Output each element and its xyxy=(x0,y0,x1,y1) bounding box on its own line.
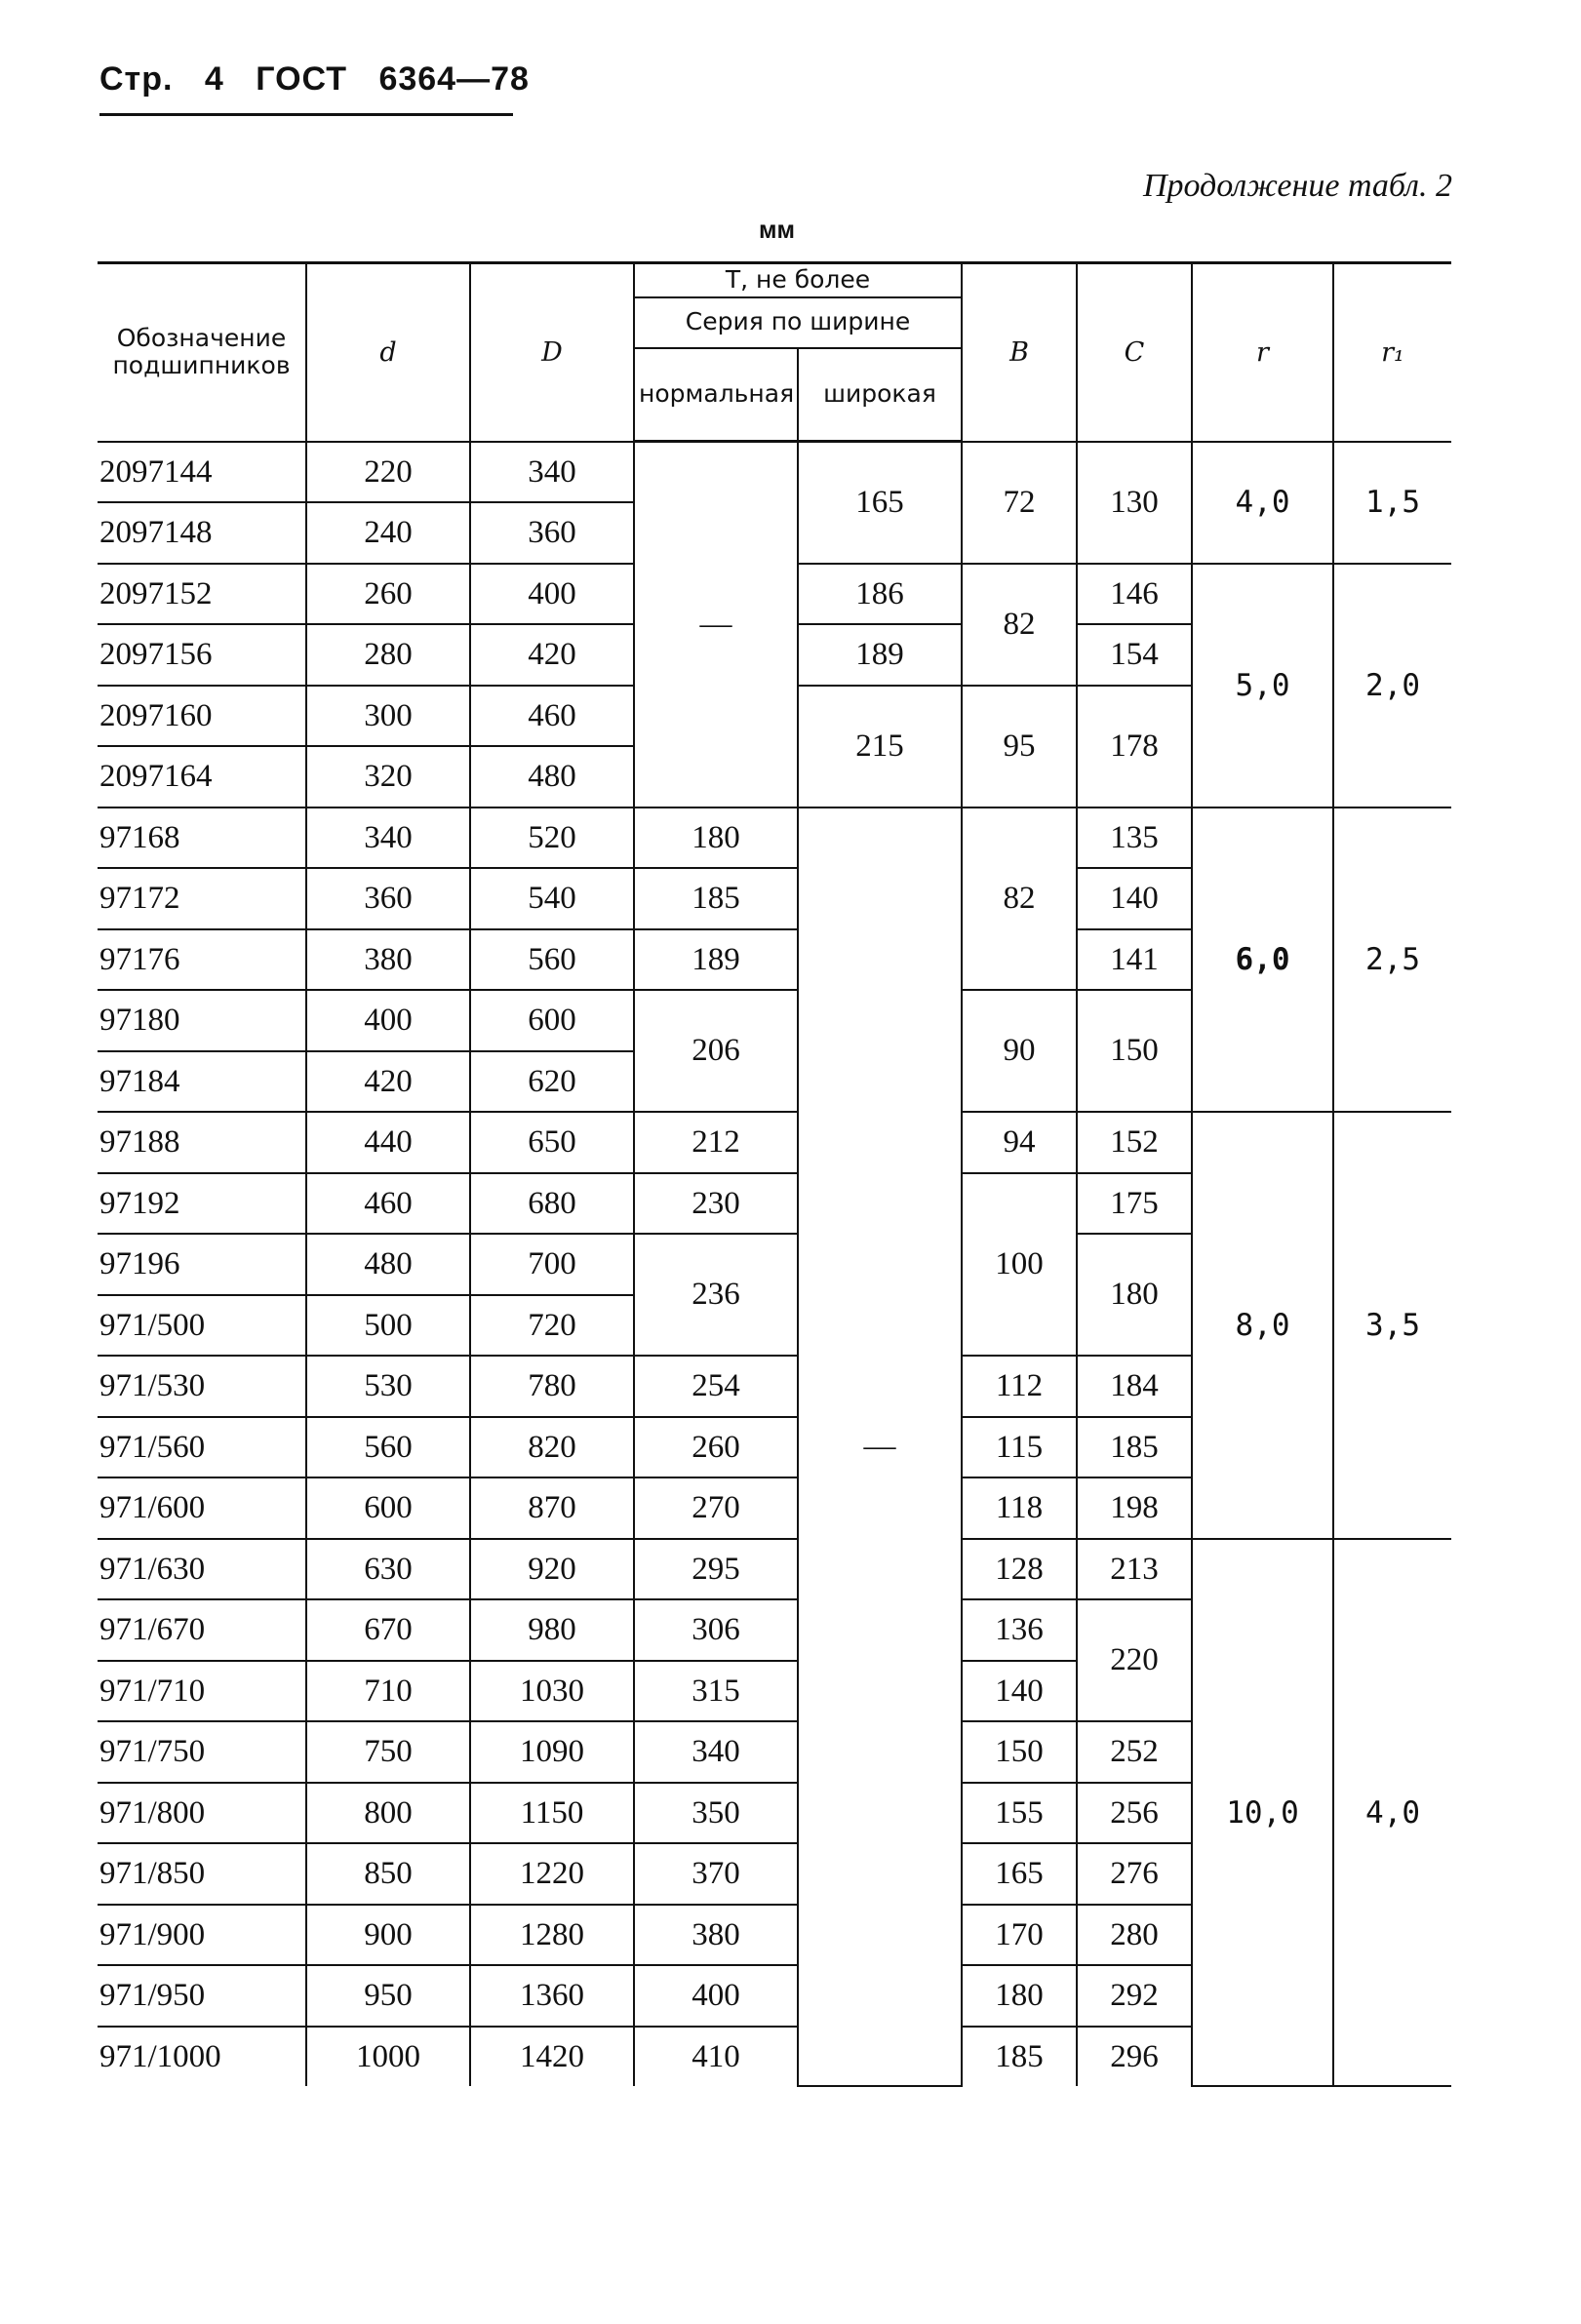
cell-designation: 971/710 xyxy=(98,1661,306,1722)
cell-r1: 2,0 xyxy=(1333,564,1451,807)
cell-designation: 971/750 xyxy=(98,1721,306,1783)
cell-B: 155 xyxy=(962,1783,1077,1844)
cell-designation: 971/630 xyxy=(98,1539,306,1600)
header-wide: широкая xyxy=(798,348,962,442)
cell-t-wide: 215 xyxy=(798,686,962,807)
cell-D: 700 xyxy=(470,1234,634,1295)
cell-d: 260 xyxy=(306,564,470,625)
cell-B: 170 xyxy=(962,1905,1077,1966)
cell-D: 1420 xyxy=(470,2027,634,2087)
cell-designation: 971/850 xyxy=(98,1843,306,1905)
cell-designation: 971/1000 xyxy=(98,2027,306,2087)
cell-D: 360 xyxy=(470,502,634,564)
table-continuation-caption: Продолжение табл. 2 xyxy=(1142,168,1452,204)
header-designation: Обозначение подшипников xyxy=(98,263,306,442)
cell-B: 72 xyxy=(962,442,1077,564)
cell-C: 213 xyxy=(1077,1539,1192,1600)
page-header xyxy=(99,60,551,98)
cell-r: 5,0 xyxy=(1192,564,1333,807)
page-number: 4 xyxy=(204,60,224,98)
cell-t-normal: 212 xyxy=(634,1112,798,1173)
header-d: d xyxy=(306,263,470,442)
cell-C: 154 xyxy=(1077,624,1192,686)
cell-D: 340 xyxy=(470,442,634,503)
cell-D: 1030 xyxy=(470,1661,634,1722)
cell-B: 94 xyxy=(962,1112,1077,1173)
cell-B: 136 xyxy=(962,1599,1077,1661)
cell-t-normal: 400 xyxy=(634,1965,798,2027)
cell-r: 6,0 xyxy=(1192,807,1333,1113)
cell-designation: 2097156 xyxy=(98,624,306,686)
cell-r: 4,0 xyxy=(1192,442,1333,564)
cell-designation: 2097144 xyxy=(98,442,306,503)
cell-designation: 97188 xyxy=(98,1112,306,1173)
header-C: C xyxy=(1077,263,1192,442)
cell-t-normal: 350 xyxy=(634,1783,798,1844)
cell-designation: 97184 xyxy=(98,1051,306,1113)
cell-C: 276 xyxy=(1077,1843,1192,1905)
cell-t-normal: 185 xyxy=(634,868,798,929)
cell-r1: 1,5 xyxy=(1333,442,1451,564)
header-D: D xyxy=(470,263,634,442)
cell-B: 100 xyxy=(962,1173,1077,1357)
cell-C: 175 xyxy=(1077,1173,1192,1235)
page-label: Стр. xyxy=(99,60,174,98)
cell-d: 480 xyxy=(306,1234,470,1295)
header-r1: r₁ xyxy=(1333,263,1451,442)
cell-d: 710 xyxy=(306,1661,470,1722)
cell-t-normal: 306 xyxy=(634,1599,798,1661)
cell-D: 540 xyxy=(470,868,634,929)
cell-C: 220 xyxy=(1077,1599,1192,1721)
cell-t-normal: 260 xyxy=(634,1417,798,1478)
cell-designation: 971/600 xyxy=(98,1477,306,1539)
cell-d: 420 xyxy=(306,1051,470,1113)
cell-d: 560 xyxy=(306,1417,470,1478)
cell-C: 146 xyxy=(1077,564,1192,625)
cell-t-normal: — xyxy=(634,442,798,807)
cell-D: 520 xyxy=(470,807,634,869)
cell-B: 95 xyxy=(962,686,1077,807)
cell-designation: 97196 xyxy=(98,1234,306,1295)
cell-D: 1280 xyxy=(470,1905,634,1966)
cell-t-normal: 410 xyxy=(634,2027,798,2087)
cell-D: 650 xyxy=(470,1112,634,1173)
cell-d: 1000 xyxy=(306,2027,470,2087)
standard-number: 6364—78 xyxy=(378,60,530,98)
cell-designation: 971/800 xyxy=(98,1783,306,1844)
cell-C: 184 xyxy=(1077,1356,1192,1417)
cell-C: 198 xyxy=(1077,1477,1192,1539)
cell-B: 180 xyxy=(962,1965,1077,2027)
cell-t-wide: 189 xyxy=(798,624,962,686)
cell-D: 400 xyxy=(470,564,634,625)
cell-D: 1150 xyxy=(470,1783,634,1844)
cell-D: 1090 xyxy=(470,1721,634,1783)
cell-C: 141 xyxy=(1077,929,1192,991)
cell-t-normal: 180 xyxy=(634,807,798,869)
cell-D: 420 xyxy=(470,624,634,686)
cell-B: 128 xyxy=(962,1539,1077,1600)
cell-C: 140 xyxy=(1077,868,1192,929)
cell-C: 135 xyxy=(1077,807,1192,869)
cell-D: 1220 xyxy=(470,1843,634,1905)
cell-D: 920 xyxy=(470,1539,634,1600)
cell-C: 280 xyxy=(1077,1905,1192,1966)
cell-d: 670 xyxy=(306,1599,470,1661)
cell-d: 240 xyxy=(306,502,470,564)
cell-D: 720 xyxy=(470,1295,634,1357)
cell-C: 180 xyxy=(1077,1234,1192,1356)
cell-r: 10,0 xyxy=(1192,1539,1333,2087)
cell-r1: 3,5 xyxy=(1333,1112,1451,1539)
cell-designation: 971/950 xyxy=(98,1965,306,2027)
cell-B: 165 xyxy=(962,1843,1077,1905)
cell-t-normal: 315 xyxy=(634,1661,798,1722)
cell-B: 115 xyxy=(962,1417,1077,1478)
cell-designation: 97192 xyxy=(98,1173,306,1235)
cell-d: 800 xyxy=(306,1783,470,1844)
cell-B: 112 xyxy=(962,1356,1077,1417)
cell-d: 950 xyxy=(306,1965,470,2027)
cell-t-normal: 206 xyxy=(634,990,798,1112)
header-t-max: T, не более xyxy=(634,263,962,297)
cell-D: 980 xyxy=(470,1599,634,1661)
cell-d: 630 xyxy=(306,1539,470,1600)
cell-C: 178 xyxy=(1077,686,1192,807)
header-B: B xyxy=(962,263,1077,442)
cell-t-normal: 189 xyxy=(634,929,798,991)
cell-t-normal: 254 xyxy=(634,1356,798,1417)
header-width-series: Серия по ширине xyxy=(634,297,962,348)
cell-designation: 97168 xyxy=(98,807,306,869)
cell-t-normal: 380 xyxy=(634,1905,798,1966)
cell-d: 750 xyxy=(306,1721,470,1783)
cell-B: 82 xyxy=(962,807,1077,991)
cell-designation: 971/530 xyxy=(98,1356,306,1417)
header-normal: нормальная xyxy=(634,348,798,442)
cell-t-normal: 270 xyxy=(634,1477,798,1539)
cell-D: 560 xyxy=(470,929,634,991)
cell-designation: 2097148 xyxy=(98,502,306,564)
cell-d: 500 xyxy=(306,1295,470,1357)
cell-D: 480 xyxy=(470,746,634,807)
cell-d: 600 xyxy=(306,1477,470,1539)
cell-C: 185 xyxy=(1077,1417,1192,1478)
cell-C: 130 xyxy=(1077,442,1192,564)
cell-B: 150 xyxy=(962,1721,1077,1783)
cell-d: 220 xyxy=(306,442,470,503)
cell-t-normal: 340 xyxy=(634,1721,798,1783)
cell-d: 440 xyxy=(306,1112,470,1173)
cell-t-normal: 295 xyxy=(634,1539,798,1600)
cell-C: 256 xyxy=(1077,1783,1192,1844)
cell-d: 380 xyxy=(306,929,470,991)
cell-t-normal: 236 xyxy=(634,1234,798,1356)
cell-designation: 971/900 xyxy=(98,1905,306,1966)
cell-d: 340 xyxy=(306,807,470,869)
cell-d: 280 xyxy=(306,624,470,686)
cell-t-wide: 186 xyxy=(798,564,962,625)
cell-d: 460 xyxy=(306,1173,470,1235)
cell-designation: 971/500 xyxy=(98,1295,306,1357)
cell-t-wide: — xyxy=(798,807,962,2087)
cell-C: 150 xyxy=(1077,990,1192,1112)
cell-B: 140 xyxy=(962,1661,1077,1722)
cell-D: 780 xyxy=(470,1356,634,1417)
cell-B: 118 xyxy=(962,1477,1077,1539)
cell-d: 900 xyxy=(306,1905,470,1966)
standard-label: ГОСТ xyxy=(256,60,347,98)
header-rule xyxy=(99,113,513,116)
cell-designation: 97172 xyxy=(98,868,306,929)
header-r: r xyxy=(1192,263,1333,442)
cell-d: 360 xyxy=(306,868,470,929)
cell-t-normal: 230 xyxy=(634,1173,798,1235)
cell-D: 680 xyxy=(470,1173,634,1235)
cell-D: 820 xyxy=(470,1417,634,1478)
cell-B: 90 xyxy=(962,990,1077,1112)
cell-r1: 2,5 xyxy=(1333,807,1451,1113)
cell-C: 296 xyxy=(1077,2027,1192,2087)
cell-B: 82 xyxy=(962,564,1077,686)
cell-d: 320 xyxy=(306,746,470,807)
cell-D: 870 xyxy=(470,1477,634,1539)
cell-d: 530 xyxy=(306,1356,470,1417)
cell-designation: 2097152 xyxy=(98,564,306,625)
cell-designation: 97180 xyxy=(98,990,306,1051)
cell-d: 400 xyxy=(306,990,470,1051)
cell-C: 252 xyxy=(1077,1721,1192,1783)
cell-D: 1360 xyxy=(470,1965,634,2027)
units-label: мм xyxy=(759,217,795,244)
cell-d: 300 xyxy=(306,686,470,747)
cell-designation: 971/670 xyxy=(98,1599,306,1661)
bearing-dimensions-table xyxy=(98,261,1451,2087)
cell-C: 152 xyxy=(1077,1112,1192,1173)
cell-t-normal: 370 xyxy=(634,1843,798,1905)
cell-designation: 2097160 xyxy=(98,686,306,747)
cell-C: 292 xyxy=(1077,1965,1192,2027)
cell-d: 850 xyxy=(306,1843,470,1905)
cell-D: 600 xyxy=(470,990,634,1051)
cell-D: 460 xyxy=(470,686,634,747)
cell-r1: 4,0 xyxy=(1333,1539,1451,2087)
cell-r: 8,0 xyxy=(1192,1112,1333,1539)
cell-designation: 97176 xyxy=(98,929,306,991)
cell-designation: 971/560 xyxy=(98,1417,306,1478)
cell-designation: 2097164 xyxy=(98,746,306,807)
cell-t-wide: 165 xyxy=(798,442,962,564)
cell-B: 185 xyxy=(962,2027,1077,2087)
cell-D: 620 xyxy=(470,1051,634,1113)
